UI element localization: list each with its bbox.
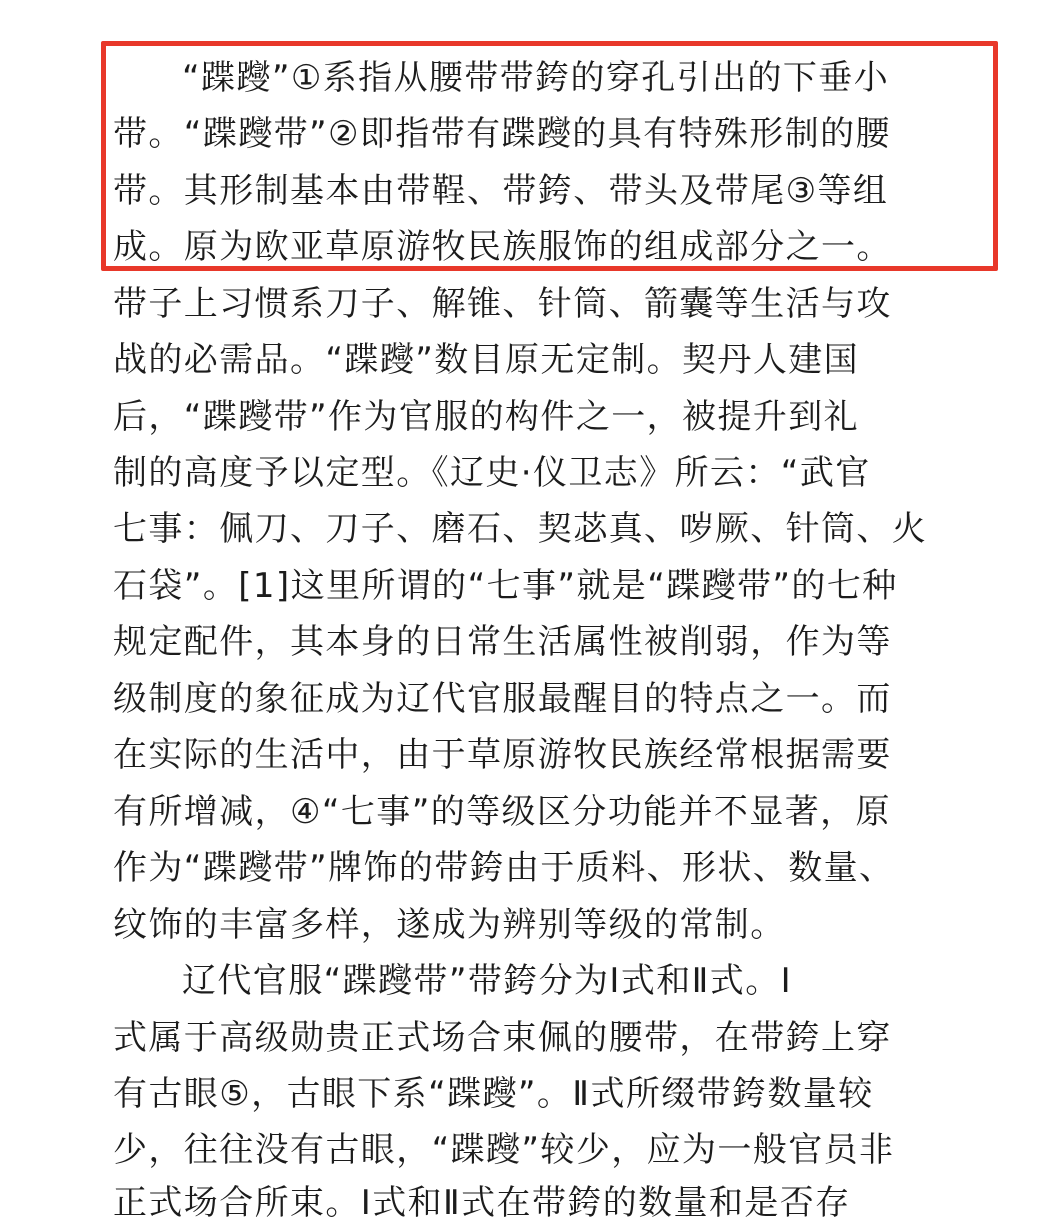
text-line: 纹饰的丰富多样，遂成为辨别等级的常制。 [113,905,786,945]
text-line: 在实际的生活中，由于草原游牧民族经常根据需要 [113,735,892,775]
text-line: 七事：佩刀、刀子、磨石、契苾真、哕厥、针筒、火 [113,509,928,549]
text-line: 辽代官服“蹀躞带”带銙分为Ⅰ式和Ⅱ式。Ⅰ [182,961,793,1001]
text-line: 有所增减，④“七事”的等级区分功能并不显著，原 [113,792,891,832]
text-line: 少，往往没有古眼，“蹀躞”较少，应为一般官员非 [113,1130,895,1170]
text-line: 战的必需品。“蹀躞”数目原无定制。契丹人建国 [113,340,860,380]
text-line: 带。“蹀躞带”②即指带有蹀躞的具有特殊形制的腰 [113,114,891,154]
text-line: 后，“蹀躞带”作为官服的构件之一，被提升到礼 [113,397,860,437]
text-line: 正式场合所束。Ⅰ式和Ⅱ式在带銙的数量和是否存 [113,1183,851,1223]
text-line: 制的高度予以定型。《辽史·仪卫志》所云：“武官 [113,453,871,493]
text-line: 级制度的象征成为辽代官服最醒目的特点之一。而 [113,679,892,719]
text-line: 石袋”。[1]这里所谓的“七事”就是“蹀躞带”的七种 [113,566,898,606]
text-line: 式属于高级勋贵正式场合束佩的腰带，在带銙上穿 [113,1018,892,1058]
text-line: 带。其形制基本由带鞓、带銙、带头及带尾③等组 [113,171,889,211]
text-line: 作为“蹀躞带”牌饰的带銙由于质料、形状、数量、 [113,848,895,888]
text-line: 有古眼⑤，古眼下系“蹀躞”。Ⅱ式所缀带銙数量较 [113,1074,874,1114]
text-line: “蹀躞”①系指从腰带带銙的穿孔引出的下垂小 [182,58,890,98]
text-line: 带子上习惯系刀子、解锥、针筒、箭囊等生活与攻 [113,284,892,324]
text-line: 规定配件，其本身的日常生活属性被削弱，作为等 [113,622,892,662]
text-line: 成。原为欧亚草原游牧民族服饰的组成部分之一。 [113,227,892,267]
